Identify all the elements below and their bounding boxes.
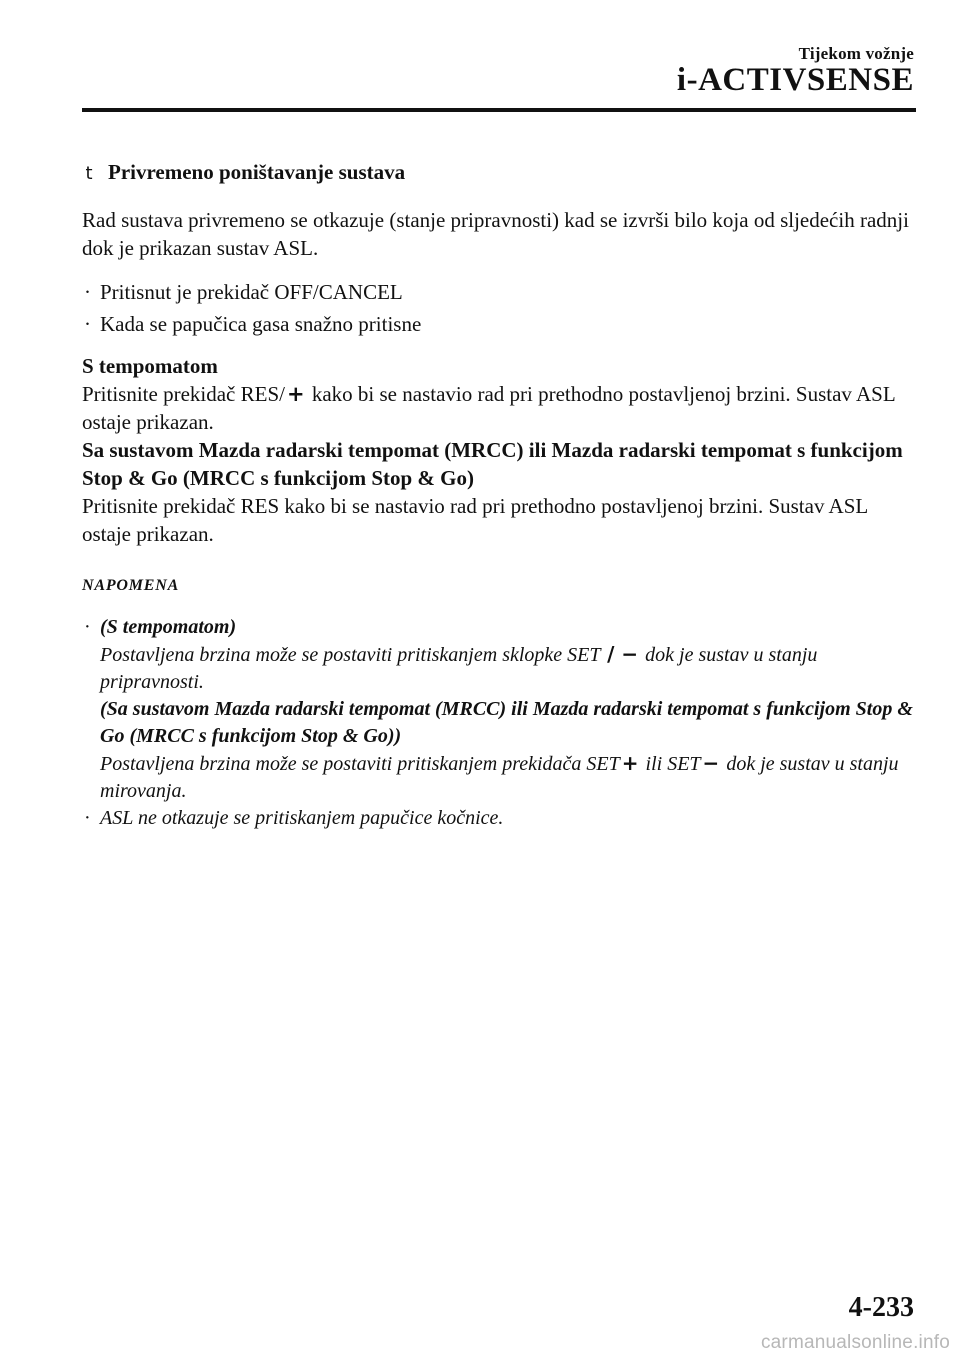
bullet-icon: · bbox=[84, 616, 91, 638]
note-item bbox=[82, 614, 918, 805]
note-label-mrcc: (Sa sustavom Mazda radarski tempomat (MRCC) ili Mazda radarski tempomat s funkcijom Stop & Go (MRCC s funkcijom Stop & Go)) bbox=[100, 698, 913, 747]
minus-icon: − bbox=[702, 751, 720, 775]
plus-icon: + bbox=[621, 751, 639, 775]
cruise-heading: S tempomatom bbox=[82, 354, 218, 378]
bullet-icon: · bbox=[84, 807, 91, 829]
cruise-paragraph bbox=[82, 380, 918, 436]
cruise-text-after: kako bi se nastavio rad pri prethodno postavljenoj brzini. Sustav ASL ostaje prikazan. bbox=[82, 382, 895, 434]
cruise-text-before: Pritisnite prekidač RES/ bbox=[82, 382, 285, 406]
header-rule bbox=[82, 108, 916, 112]
note-text-after: dok je sustav u stanju pripravnosti. bbox=[100, 644, 818, 693]
mrcc-paragraph: Pritisnite prekidač RES kako bi se nastavio rad pri prethodno postavljenoj brzini. Sustav ASL ostaje prikazan. bbox=[82, 494, 868, 546]
page-number: 4-233 bbox=[848, 1292, 914, 1323]
plus-icon: + bbox=[286, 382, 305, 406]
note-text-cruise bbox=[100, 641, 918, 696]
note-list bbox=[82, 614, 918, 832]
intro-paragraph: Rad sustava privremeno se otkazuje (stanje pripravnosti) kad se izvrši bilo koja od sljedećih radnji dok je prikazan sustav ASL. bbox=[82, 208, 909, 260]
header-chapter: Tijekom vožnje bbox=[798, 44, 914, 63]
note-text-before: Postavljena brzina može se postaviti pritiskanjem sklopke SET bbox=[100, 644, 606, 666]
watermark: carmanualsonline.info bbox=[760, 1332, 950, 1353]
note-text-c: dok je sustav u stanju mirovanja. bbox=[100, 753, 899, 802]
note-text-b: ili SET bbox=[640, 753, 701, 775]
bullet-icon: · bbox=[84, 312, 91, 336]
note-item-text: ASL ne otkazuje se pritiskanjem papučice kočnice. bbox=[100, 807, 504, 829]
header-section-title: i-ACTIVSENSE bbox=[676, 62, 914, 98]
list-item bbox=[82, 310, 918, 338]
note-text-a: Postavljena brzina može se postaviti pritiskanjem prekidača SET bbox=[100, 753, 620, 775]
note-title: NAPOMENA bbox=[82, 577, 180, 594]
condition-list bbox=[82, 278, 918, 338]
section-heading bbox=[82, 158, 918, 188]
note-text-mrcc bbox=[100, 750, 918, 805]
mrcc-heading: Sa sustavom Mazda radarski tempomat (MRCC) ili Mazda radarski tempomat s funkcijom Stop & Go (MRCC s funkcijom Stop & Go) bbox=[82, 438, 903, 490]
bullet-icon: · bbox=[84, 280, 91, 304]
section-marker-icon: t bbox=[85, 163, 93, 184]
slash-minus-icon: / − bbox=[607, 642, 639, 666]
section-heading-text: Privremeno poništavanje sustava bbox=[108, 160, 406, 184]
list-item-text: Kada se papučica gasa snažno pritisne bbox=[100, 312, 422, 336]
list-item-text: Pritisnut je prekidač OFF/CANCEL bbox=[100, 280, 403, 304]
list-item bbox=[82, 278, 918, 306]
note-label-cruise: (S tempomatom) bbox=[100, 616, 237, 638]
note-item bbox=[82, 805, 918, 832]
page-content bbox=[82, 158, 918, 832]
